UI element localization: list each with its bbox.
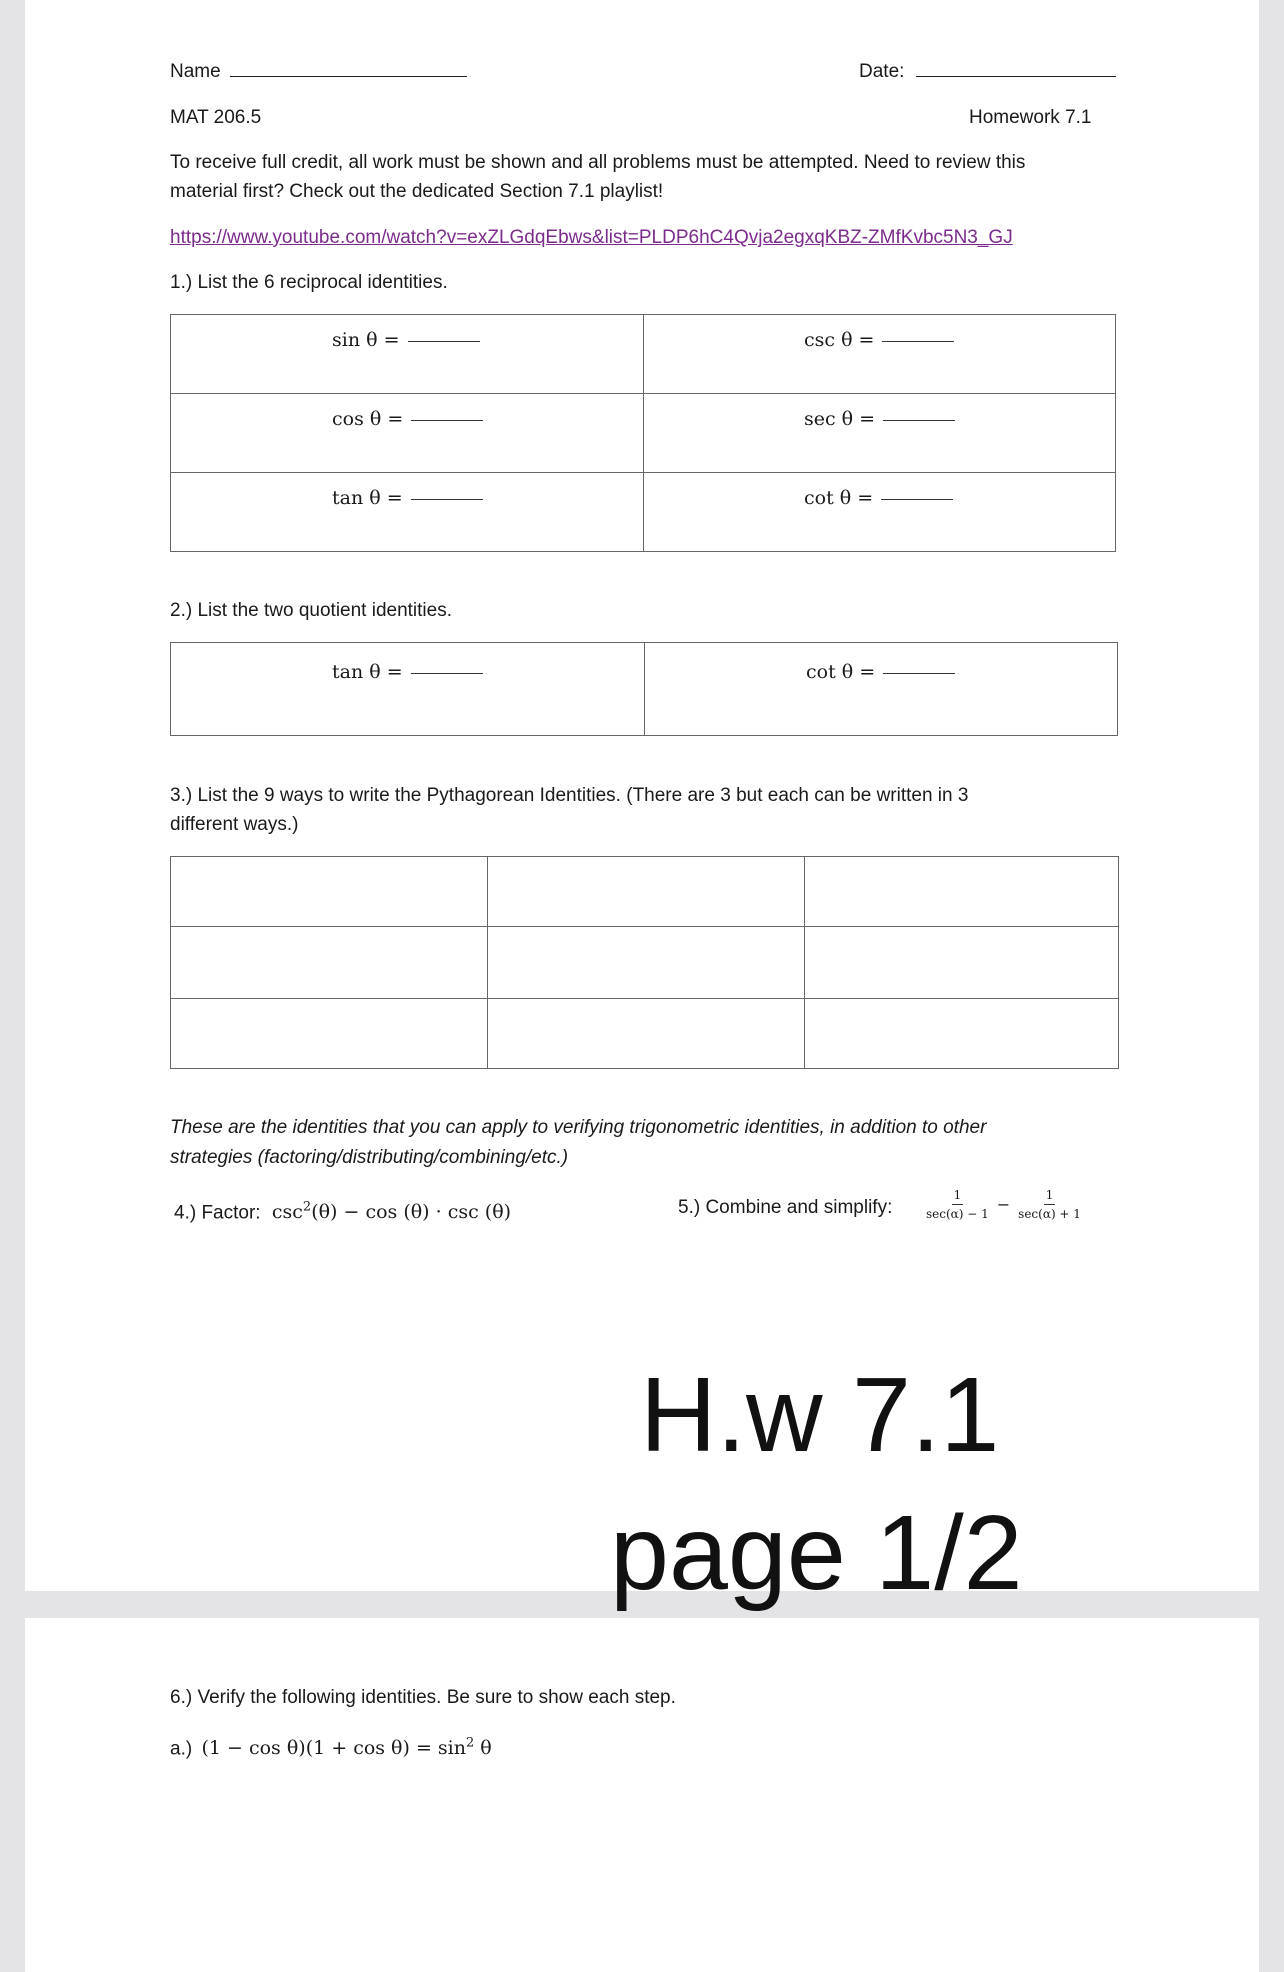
- cos-identity-label: cos θ =: [332, 408, 404, 430]
- worksheet-page-1: [25, 0, 1259, 1612]
- answer-cell[interactable]: [645, 643, 1118, 736]
- strategy-note-line-1: These are the identities that you can apply to verifying trigonometric identities, in addition to other: [170, 1117, 987, 1138]
- fraction-2: $\frac{1}{\sec(\alpha) + 1}$: [1018, 1188, 1081, 1221]
- answer-cell[interactable]: [171, 394, 644, 473]
- date-field: [859, 57, 1116, 86]
- sec-identity-label: sec θ =: [804, 408, 876, 430]
- date-blank-line: [916, 76, 1116, 77]
- answer-cell[interactable]: [644, 315, 1116, 394]
- assignment-title: Homework 7.1: [969, 107, 1092, 128]
- instructions-line-2: material first? Check out the dedicated Section 7.1 playlist!: [170, 181, 664, 202]
- answer-cell[interactable]: [171, 315, 644, 394]
- answer-cell[interactable]: [805, 857, 1119, 927]
- question-5-label: 5.) Combine and simplify:: [678, 1197, 893, 1218]
- answer-cell[interactable]: [171, 927, 488, 999]
- answer-cell[interactable]: [644, 473, 1116, 552]
- answer-blank: [411, 499, 483, 500]
- homework-annotation-line-1: H.w 7.1: [640, 1356, 1000, 1474]
- question-6a: [170, 1729, 492, 1763]
- course-code: MAT 206.5: [170, 107, 262, 128]
- answer-cell[interactable]: [644, 394, 1116, 473]
- date-label: Date:: [859, 61, 905, 82]
- table-row: [171, 999, 1119, 1069]
- answer-cell[interactable]: [171, 857, 488, 927]
- sin-identity-label: sin θ =: [332, 329, 400, 351]
- name-field: [170, 57, 467, 86]
- identity-6a-expression: $(1 - \cos \theta)(1 + \cos \theta) = \sin^2 \theta$: [201, 1736, 492, 1760]
- answer-blank: [883, 420, 955, 421]
- homework-annotation-line-2: page 1/2: [610, 1494, 1023, 1612]
- question-6a-label: a.): [170, 1738, 193, 1760]
- name-label: Name: [170, 61, 221, 82]
- answer-cell[interactable]: [488, 857, 805, 927]
- table-row: [171, 315, 1116, 394]
- question-4: [174, 1193, 511, 1227]
- fraction-1: $\frac{1}{\sec(\alpha) - 1}$: [926, 1188, 989, 1221]
- table-row: [171, 857, 1119, 927]
- answer-cell[interactable]: [805, 999, 1119, 1069]
- pythagorean-identities-table: [170, 856, 1119, 1069]
- question-3-prompt-line-2: different ways.): [170, 814, 299, 835]
- question-6-prompt: 6.) Verify the following identities. Be sure to show each step.: [170, 1687, 676, 1708]
- answer-blank: [411, 420, 483, 421]
- table-row: [171, 643, 1118, 736]
- cot-identity-label: cot θ =: [804, 487, 874, 509]
- answer-blank: [881, 499, 953, 500]
- answer-cell[interactable]: [488, 999, 805, 1069]
- answer-cell[interactable]: [488, 927, 805, 999]
- instructions-line-1: To receive full credit, all work must be shown and all problems must be attempted. Need to review this: [170, 152, 1026, 173]
- quotient-identities-table: [170, 642, 1118, 736]
- cot-quotient-label: cot θ =: [806, 661, 876, 683]
- worksheet-page-2: [25, 1618, 1259, 1972]
- factor-expression: $\csc^2(\theta) - \cos (\theta) \cdot \csc (\theta)$: [271, 1200, 512, 1224]
- answer-blank: [883, 673, 955, 674]
- reciprocal-identities-table: [170, 314, 1116, 552]
- answer-cell[interactable]: [171, 999, 488, 1069]
- question-1-prompt: 1.) List the 6 reciprocal identities.: [170, 272, 448, 293]
- answer-cell[interactable]: [171, 473, 644, 552]
- answer-blank: [411, 673, 483, 674]
- answer-blank: [408, 341, 480, 342]
- question-2-prompt: 2.) List the two quotient identities.: [170, 600, 452, 621]
- strategy-note-line-2: strategies (factoring/distributing/combining/etc.): [170, 1147, 569, 1168]
- table-row: [171, 927, 1119, 999]
- combine-expression: $\frac{1}{\sec(\alpha) - 1}$ − $\frac{1}{\sec(\alpha) + 1}$: [926, 1188, 1081, 1221]
- tan-identity-label: tan θ =: [332, 487, 403, 509]
- csc-identity-label: csc θ =: [804, 329, 875, 351]
- question-4-label: 4.) Factor:: [174, 1202, 261, 1224]
- answer-cell[interactable]: [171, 643, 645, 736]
- question-3-prompt-line-1: 3.) List the 9 ways to write the Pythagorean Identities. (There are 3 but each can be written in 3: [170, 785, 969, 806]
- tan-quotient-label: tan θ =: [332, 661, 403, 683]
- table-row: [171, 394, 1116, 473]
- table-row: [171, 473, 1116, 552]
- answer-cell[interactable]: [805, 927, 1119, 999]
- name-blank-line: [230, 76, 467, 77]
- playlist-link[interactable]: https://www.youtube.com/watch?v=exZLGdqEbws&list=PLDP6hC4Qvja2egxqKBZ-ZMfKvbc5N3_GJ: [170, 227, 1013, 248]
- answer-blank: [882, 341, 954, 342]
